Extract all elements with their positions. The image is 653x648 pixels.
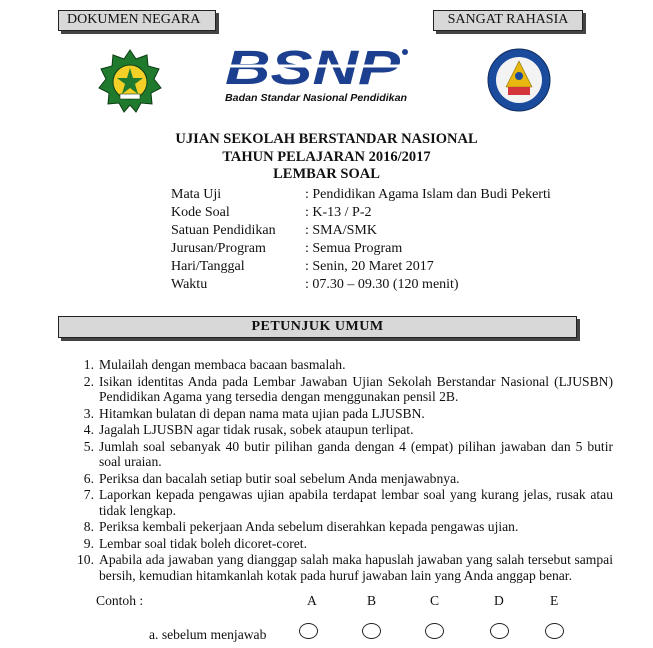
info-row bbox=[171, 186, 551, 204]
info-row bbox=[171, 276, 551, 294]
info-value: : Senin, 20 Maret 2017 bbox=[305, 259, 434, 274]
instruction-item bbox=[76, 422, 613, 438]
instruction-text: Hitamkan bulatan di depan nama mata ujian pada LJUSBN. bbox=[99, 405, 425, 421]
bsnp-logo bbox=[225, 44, 415, 108]
info-value: : 07.30 – 09.30 (120 menit) bbox=[305, 277, 459, 292]
info-row bbox=[171, 240, 551, 258]
instruction-item bbox=[76, 406, 613, 422]
instruction-item bbox=[76, 519, 613, 535]
info-value: : SMA/SMK bbox=[305, 223, 377, 238]
instruction-number: 3. bbox=[83, 405, 94, 421]
ministry-emblem-logo bbox=[97, 48, 163, 114]
option-letter-b: B bbox=[367, 593, 377, 608]
instruction-item bbox=[76, 471, 613, 487]
info-row bbox=[171, 222, 551, 240]
instruction-number: 1. bbox=[83, 357, 94, 372]
instruction-item bbox=[76, 374, 613, 405]
info-key: Satuan Pendidikan bbox=[171, 223, 276, 238]
instruction-number: 2. bbox=[83, 373, 94, 389]
instruction-text: Jumlah soal sebanyak 40 butir pilihan ganda dengan 4 (empat) pilihan jawaban dan 5 butir soal uraian. bbox=[99, 438, 613, 469]
exam-info bbox=[171, 186, 551, 294]
document-classification-label: DOKUMEN NEGARA bbox=[58, 10, 216, 31]
instruction-item bbox=[76, 357, 613, 373]
example-row-label: a. sebelum menjawab bbox=[149, 627, 267, 642]
general-instructions-header: PETUNJUK UMUM bbox=[58, 316, 577, 338]
bsnp-logo-text: BSNP bbox=[225, 44, 402, 95]
instruction-number: 5. bbox=[83, 438, 94, 454]
info-value: : Semua Program bbox=[305, 241, 403, 256]
answer-bubble-c bbox=[425, 623, 444, 639]
bsnp-subtitle: Badan Standar Nasional Pendidikan bbox=[225, 92, 407, 104]
instruction-number: 10. bbox=[77, 552, 94, 567]
instruction-text: Periksa dan bacalah setiap butir soal sebelum Anda menjawabnya. bbox=[99, 470, 460, 486]
instructions-list bbox=[76, 357, 613, 584]
academic-year-title: TAHUN PELAJARAN 2016/2017 bbox=[222, 149, 431, 165]
sheet-title: LEMBAR SOAL bbox=[273, 166, 380, 182]
answer-bubble-e bbox=[545, 623, 564, 639]
instruction-item bbox=[76, 536, 613, 552]
instruction-item bbox=[76, 439, 613, 470]
instruction-number: 7. bbox=[83, 487, 94, 502]
info-row bbox=[171, 204, 551, 222]
info-key: Kode Soal bbox=[171, 205, 230, 220]
instruction-text: Apabila ada jawaban yang dianggap salah maka hapuslah jawaban yang salah tersebut sampai bersih, kemudian hitamkanlah kotak pada huruf jawaban lain yang Anda anggap benar. bbox=[99, 552, 613, 583]
answer-bubble-d bbox=[490, 623, 509, 639]
info-value: : K-13 / P-2 bbox=[305, 205, 372, 220]
secrecy-label: SANGAT RAHASIA bbox=[433, 10, 583, 31]
example-label: Contoh : bbox=[96, 593, 144, 608]
instruction-item bbox=[76, 552, 613, 583]
info-key: Waktu bbox=[171, 277, 208, 292]
info-key: Jurusan/Program bbox=[171, 241, 266, 256]
instruction-item bbox=[76, 487, 613, 518]
info-key: Mata Uji bbox=[171, 187, 222, 202]
education-ministry-emblem-logo bbox=[486, 47, 552, 113]
instruction-text: Periksa kembali pekerjaan Anda sebelum diserahkan kepada pengawas ujian. bbox=[99, 519, 519, 534]
option-letter-d: D bbox=[494, 593, 504, 608]
option-letter-a: A bbox=[307, 593, 317, 608]
instruction-text: Laporkan kepada pengawas ujian apabila terdapat lembar soal yang kurang jelas, rusak atau tidak lengkap. bbox=[99, 487, 613, 518]
instruction-text: Mulailah dengan membaca bacaan basmalah. bbox=[99, 357, 346, 372]
info-value: : Pendidikan Agama Islam dan Budi Pekerti bbox=[305, 187, 551, 202]
instruction-text: Lembar soal tidak boleh dicoret-coret. bbox=[99, 535, 307, 551]
option-letter-c: C bbox=[430, 593, 440, 608]
option-letter-e: E bbox=[550, 593, 559, 608]
info-row bbox=[171, 258, 551, 276]
exam-title: UJIAN SEKOLAH BERSTANDAR NASIONAL bbox=[175, 131, 478, 147]
instruction-number: 4. bbox=[83, 422, 94, 437]
instruction-text: Isikan identitas Anda pada Lembar Jawaban Ujian Sekolah Berstandar Nasional (LJUSBN) Pendidikan Agama yang tersedia dengan menggunakan pensil 2B. bbox=[99, 373, 613, 404]
answer-bubble-a bbox=[299, 623, 318, 639]
answer-bubble-b bbox=[362, 623, 381, 639]
instruction-number: 8. bbox=[83, 519, 94, 534]
instruction-number: 6. bbox=[83, 470, 94, 486]
instruction-text: Jagalah LJUSBN agar tidak rusak, sobek ataupun terlipat. bbox=[99, 422, 414, 437]
instruction-number: 9. bbox=[83, 535, 94, 551]
info-key: Hari/Tanggal bbox=[171, 259, 245, 274]
